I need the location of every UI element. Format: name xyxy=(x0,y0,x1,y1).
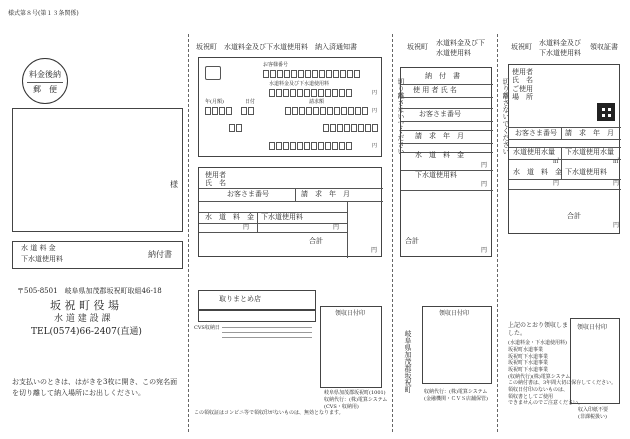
office-address: 〒505-8501 岐阜県加茂郡坂祝町取組46-18 xyxy=(17,287,162,295)
due-label: 日付 xyxy=(245,99,256,105)
notice-yen-c: 円 xyxy=(371,247,378,254)
notice-disclaimer: この領収証はコンビニ等で領収印がないものは、無効となります。 xyxy=(194,410,344,416)
mid-billing: 請 求 年 月 xyxy=(415,132,464,140)
right-water: 水 道 料 金 xyxy=(513,168,562,176)
mid-footer: 収納代行：(株)電算システム (金融機関・ＣＶＳ店舗保管) xyxy=(424,389,488,402)
mid-payment: 納 付 書 xyxy=(425,72,460,80)
fee-box xyxy=(12,241,183,269)
right-billing: 請 求 年 月 xyxy=(565,129,614,137)
notice-table xyxy=(198,167,382,257)
postage-stamp xyxy=(22,58,68,104)
sama-label: 様 xyxy=(170,180,178,189)
stamp-line1: 料金後納 xyxy=(29,70,61,79)
mid-water: 水 道 料 金 xyxy=(415,151,464,159)
notice-title: 坂祝町 水道料金及び下水道使用料 納入済通知書 xyxy=(196,43,357,51)
water-fee-label: 水道料金及び下水道使用料 xyxy=(269,81,330,87)
office-name: 坂 祝 町 役 場 xyxy=(50,299,119,312)
yen-2: 円 xyxy=(371,108,377,114)
address-box xyxy=(12,108,183,232)
mid-total: 合計 xyxy=(405,237,419,245)
mid-head-1: 坂祝町 xyxy=(407,43,428,51)
notice-small-print xyxy=(222,324,312,340)
right-sewer: 下水道使用料 xyxy=(565,168,607,176)
mid-stamp-box xyxy=(422,306,492,384)
notice-water: 水 道 料 金 xyxy=(205,213,254,221)
stamp-line2: 郵 便 xyxy=(33,85,57,94)
fee-water-label: 水 道 料 金 xyxy=(21,244,56,252)
summary-shop-box xyxy=(198,290,316,310)
right-user-name: 使用者 氏 名 xyxy=(512,68,533,85)
right-sewer-vol: 下水道使用水量 xyxy=(565,148,614,156)
form-number: 様式第８号(第１３条関係) xyxy=(8,10,79,17)
notice-stamp-label: 領収日付印 xyxy=(335,310,366,317)
right-cut-notice: 切り離さないでください xyxy=(502,78,510,155)
mid-head-2: 水道料金及び下 xyxy=(436,39,485,47)
right-place: ご使用 場 所 xyxy=(512,85,533,102)
amount-label: 請求額 xyxy=(309,99,325,105)
yen-3: 円 xyxy=(371,143,377,149)
right-yen-c: 円 xyxy=(613,222,620,229)
right-yen-b: 円 xyxy=(613,180,620,187)
right-head-1: 坂祝町 xyxy=(511,43,532,51)
right-table xyxy=(508,64,620,234)
notice-stamp-box xyxy=(320,306,382,388)
right-total: 合計 xyxy=(567,212,581,220)
notice-user-name: 使用者 氏 名 xyxy=(205,171,226,188)
mid-yen-2: 円 xyxy=(480,181,487,188)
cvs-label: CVS収納日 xyxy=(194,325,220,331)
month-label: 年(月額) xyxy=(205,99,224,105)
right-stamp-label: 領収日付印 xyxy=(577,324,608,331)
notice-yen-b: 円 xyxy=(333,224,340,231)
right-m3-b: ㎥ xyxy=(613,158,620,165)
payment-note-2: を切り離して納入場所にお出しください。 xyxy=(12,389,145,397)
fold-line-1 xyxy=(188,34,189,432)
right-breakdown: (水道料金・下水道使用料) 坂祝町水道事業 坂祝町下水道事業 坂祝町下水道事業 坂祝町下水道事業 (収納代行)(株)電算システム xyxy=(508,340,571,380)
mid-yen-3: 円 xyxy=(480,247,487,254)
right-cust-no: お客さま番号 xyxy=(515,129,557,137)
mid-head-3: 水道使用料 xyxy=(436,49,471,57)
notice-yen-a: 円 xyxy=(243,224,250,231)
right-stamp-box xyxy=(570,318,620,404)
right-yen-a: 円 xyxy=(553,180,560,187)
fold-line-2 xyxy=(392,34,393,432)
notice-billing: 請 求 年 月 xyxy=(301,190,350,198)
right-stamp-footer: 収入印紙不要 (非課税扱い) xyxy=(578,407,609,420)
summary-shop-box-2 xyxy=(198,310,316,322)
right-m3-a: ㎥ xyxy=(553,158,560,165)
fold-line-3 xyxy=(497,34,498,432)
summary-shop-label: 取りまとめ店 xyxy=(219,295,261,303)
mid-cut-notice: 切り離さないでください xyxy=(397,78,405,155)
office-section: 水 道 建 設 課 xyxy=(54,314,111,324)
notice-sewer: 下水道使用料 xyxy=(261,213,303,221)
mid-user-name: 使 用 者 氏 名 xyxy=(413,86,457,94)
mid-yen-1: 円 xyxy=(480,162,487,169)
right-head-4: 領収証書 xyxy=(590,43,618,51)
office-tel: TEL(0574)66-2407(直通) xyxy=(31,327,142,337)
receipt-label: 納付書 xyxy=(148,250,172,259)
mid-cust-no: お客さま番号 xyxy=(419,110,461,118)
mid-sewer: 下水道使用料 xyxy=(415,171,457,179)
right-water-vol: 水道使用水量 xyxy=(513,148,555,156)
notice-footer: 岐阜県加茂郡坂祝町(1001) 収納代行：(株)電算システム (CVS・収納用) xyxy=(324,390,388,410)
payment-note-1: お支払いのときは、はがきを3枚に開き、この宛名面 xyxy=(12,378,178,386)
notice-total: 合計 xyxy=(309,237,323,245)
mid-table xyxy=(400,67,492,257)
notice-cust-no: お客さま番号 xyxy=(227,190,269,198)
right-head-3: 下水道使用料 xyxy=(539,49,581,57)
qr-code xyxy=(597,103,615,121)
fee-sewer-label: 下水道使用料 xyxy=(21,255,63,263)
mid-vertical-addr: 岐阜県加茂郡坂祝町 xyxy=(404,330,412,393)
right-head-2: 水道料金及び xyxy=(539,39,581,47)
yen-1: 円 xyxy=(371,90,377,96)
customer-no-label: お客様番号 xyxy=(263,62,289,68)
right-note: この納付書は、3年間大切に保存してください。 領収日付印のないものは、 領収書としてご使用 できませんのでご注意ください。 xyxy=(508,380,617,407)
barcode-panel xyxy=(198,57,382,157)
right-receipt-text: 上記のとおり領収しました。 xyxy=(508,322,569,337)
mid-stamp-label: 領収日付印 xyxy=(439,310,470,317)
